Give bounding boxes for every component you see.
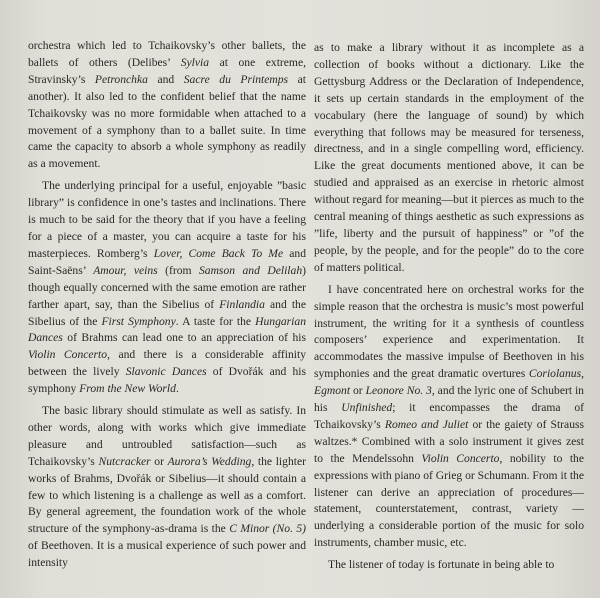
right-text-column	[314, 40, 584, 574]
right-paragraph-2: I have concentrated here on orchestral works for the simple reason that the orchestra is music’s most powerful instrument, the writing for it a synthesis of countless composers’ experience and experimentation. It accommodates the massive impulse of Beethoven in his symphonies and the great dramatic overtures Coriolanus, Egmont or Leonore No. 3, and the lyric one of Schubert in his Unfinished; it encompasses the drama of Tchaikovsky’s Romeo and Juliet or the gaiety of Strauss waltzes.* Combined with a solo instrument it gives zest to the Mendelssohn Violin Concerto, nobility to the expressions with piano of Grieg or Schumann. From it the listener can derive an appreciation of procedures—statement, counterstatement, contrast, variety — underlying a considerable portion of the music for solo instruments, chamber music, etc.	[314, 282, 585, 550]
left-paragraph-3: The basic library should stimulate as well as satisfy. In other words, along with works which give immediate pleasure and untroubled satisfaction—such as Tchaikovsky’s Nutcracker or Aurora’s Wedding, the lighter works of Brahms, Dvořák or Sibelius—it should contain a few to which listening is a challenge as well as a comfort. By general agreement, the foundation work of the whole structure of the symphony-as-drama is the C Minor (No. 5) of Beethoven. It is a musical experience of such power and intensity	[28, 404, 307, 570]
right-paragraph-1: as to make a library without it as incomplete as a collection of books without a dictionary. Like the Gettysburg Address or the Declaration of Independence, it sets up certain standards in the employment of the vocabulary (here the language of sound) by which everything that follows may be measured for terseness, directness, and in a single compelling word, efficiency. Like the great documents mentioned above, it can be studied and appraised as an exercise in rhetoric almost without regard for meaning—but it pierces as much to the central meaning of things aesthetic as such expressions as ”life, liberty and the pursuit of happiness” or ”of the people, by the people, and for the people” do to the core of matters political.	[314, 41, 584, 274]
left-paragraph-2: The underlying principal for a useful, enjoyable ”basic library” is confidence in one’s tastes and inclinations. There is much to be said for the theory that if you have a feeling for a piece of a master, you can acquire a taste for his masterpieces. Romberg’s Lover, Come Back To Me and Saint-Saëns’ Amour, veins (from Samson and Delilah) though equally concerned with the same emotion are rather farther apart, say, than the Sibelius of Finlandia and the Sibelius of the First Symphony. A taste for the Hungarian Dances of Brahms can lead one to an appreciation of his Violin Concerto, and there is a considerable affinity between the lively Slavonic Dances of Dvořák and his symphony From the New World.	[28, 179, 307, 396]
left-paragraph-1: orchestra which led to Tchaikovsky’s other ballets, the ballets of others (Delibes’ Sylvia at one extreme, Stravinsky’s Petronchka and Sacre du Printemps at another). It also led to the confident belief that the name Tchaikovsky was no more formidable when attached to a movement of a symphony than to a ballet suite. In time came the capacity to absorb a whole symphony as readily as a movement.	[28, 39, 306, 171]
right-paragraph-3: The listener of today is fortunate in being able to	[328, 558, 555, 572]
left-text-column	[28, 38, 306, 572]
